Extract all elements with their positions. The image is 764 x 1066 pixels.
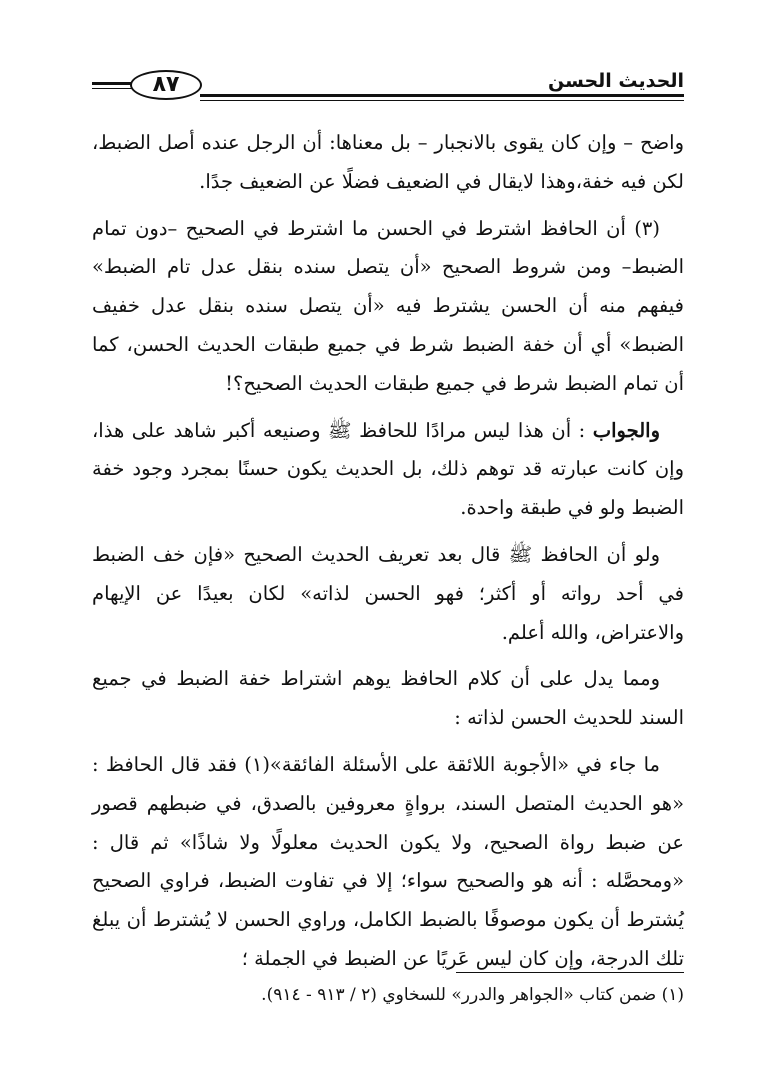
footnote-separator (456, 972, 684, 973)
paragraph-6: ما جاء في «الأجوبة اللائقة على الأسئلة الفائقة»(١) فقد قال الحافظ : «هو الحديث المتصل السند، برواةٍ معروفين بالصدق، في ضبطهم قصور عن ضبط رواة الصحيح، ولا يكون الحديث معلولًا ولا شاذًا» ثم قال : «ومحصَّله : أنه هو والصحيح سواء؛ إلا في تفاوت الضبط، فراوي الصحيح يُشترط أن يكون موصوفًا بالضبط الكامل، وراوي الحسن لا يُشترط أن يبلغ تلك الدرجة، وإن كان ليس عَريًا عن الضبط في الجملة ؛ (92, 752, 684, 970)
header-rule (200, 94, 684, 97)
header-rule (200, 100, 684, 101)
header-rule (92, 88, 132, 89)
answer-lead: والجواب (592, 418, 660, 442)
paragraph-1: واضح – وإن كان يقوى بالانجبار – بل معناها: أن الرجل عنده أصل الضبط، لكن فيه خفة،وهذا لايقال في الضعيف فضلًا عن الضعيف جدًا. (92, 131, 684, 193)
page-header (92, 64, 684, 110)
paragraph-3 (92, 412, 684, 528)
paragraph-4: ولو أن الحافظ ﷺ قال بعد تعريف الحديث الصحيح «فإن خف الضبط في أحد رواته أو أكثر؛ فهو الحسن لذاته» لكان بعيدًا عن الإيهام والاعتراض، والله أعلم. (92, 542, 684, 644)
answer-text: : أن هذا ليس مرادًا للحافظ ﷺ وصنيعه أكبر شاهد على هذا، وإن كانت عبارته قد توهم ذلك، بل الحديث يكون حسنًا بمجرد وجود خفة الضبط ولو في طبقة واحدة. (92, 418, 684, 520)
paragraph-5: ومما يدل على أن كلام الحافظ يوهم اشتراط خفة الضبط في جميع السند للحديث الحسن لذاته : (92, 667, 684, 730)
main-text (92, 124, 684, 987)
paragraph-2: (٣) أن الحافظ اشترط في الحسن ما اشترط في الصحيح –دون تمام الضبط– ومن شروط الصحيح «أن يتصل سنده بنقل عدل تام الضبط» فيفهم منه أن الحسن يشترط فيه «أن يتصل سنده بنقل عدل خفيف الضبط» أي أن خفة الضبط شرط في جميع طبقات الحديث الحسن، كما أن تمام الضبط شرط في جميع طبقات الحديث الصحيح؟! (92, 216, 684, 395)
page-number: ٨٧ (130, 70, 202, 100)
running-title: الحديث الحسن (548, 70, 684, 92)
header-rule (92, 82, 132, 85)
footnote: (١) ضمن كتاب «الجواهر والدرر» للسخاوي (٢ / ٩١٣ - ٩١٤). (261, 985, 684, 1005)
